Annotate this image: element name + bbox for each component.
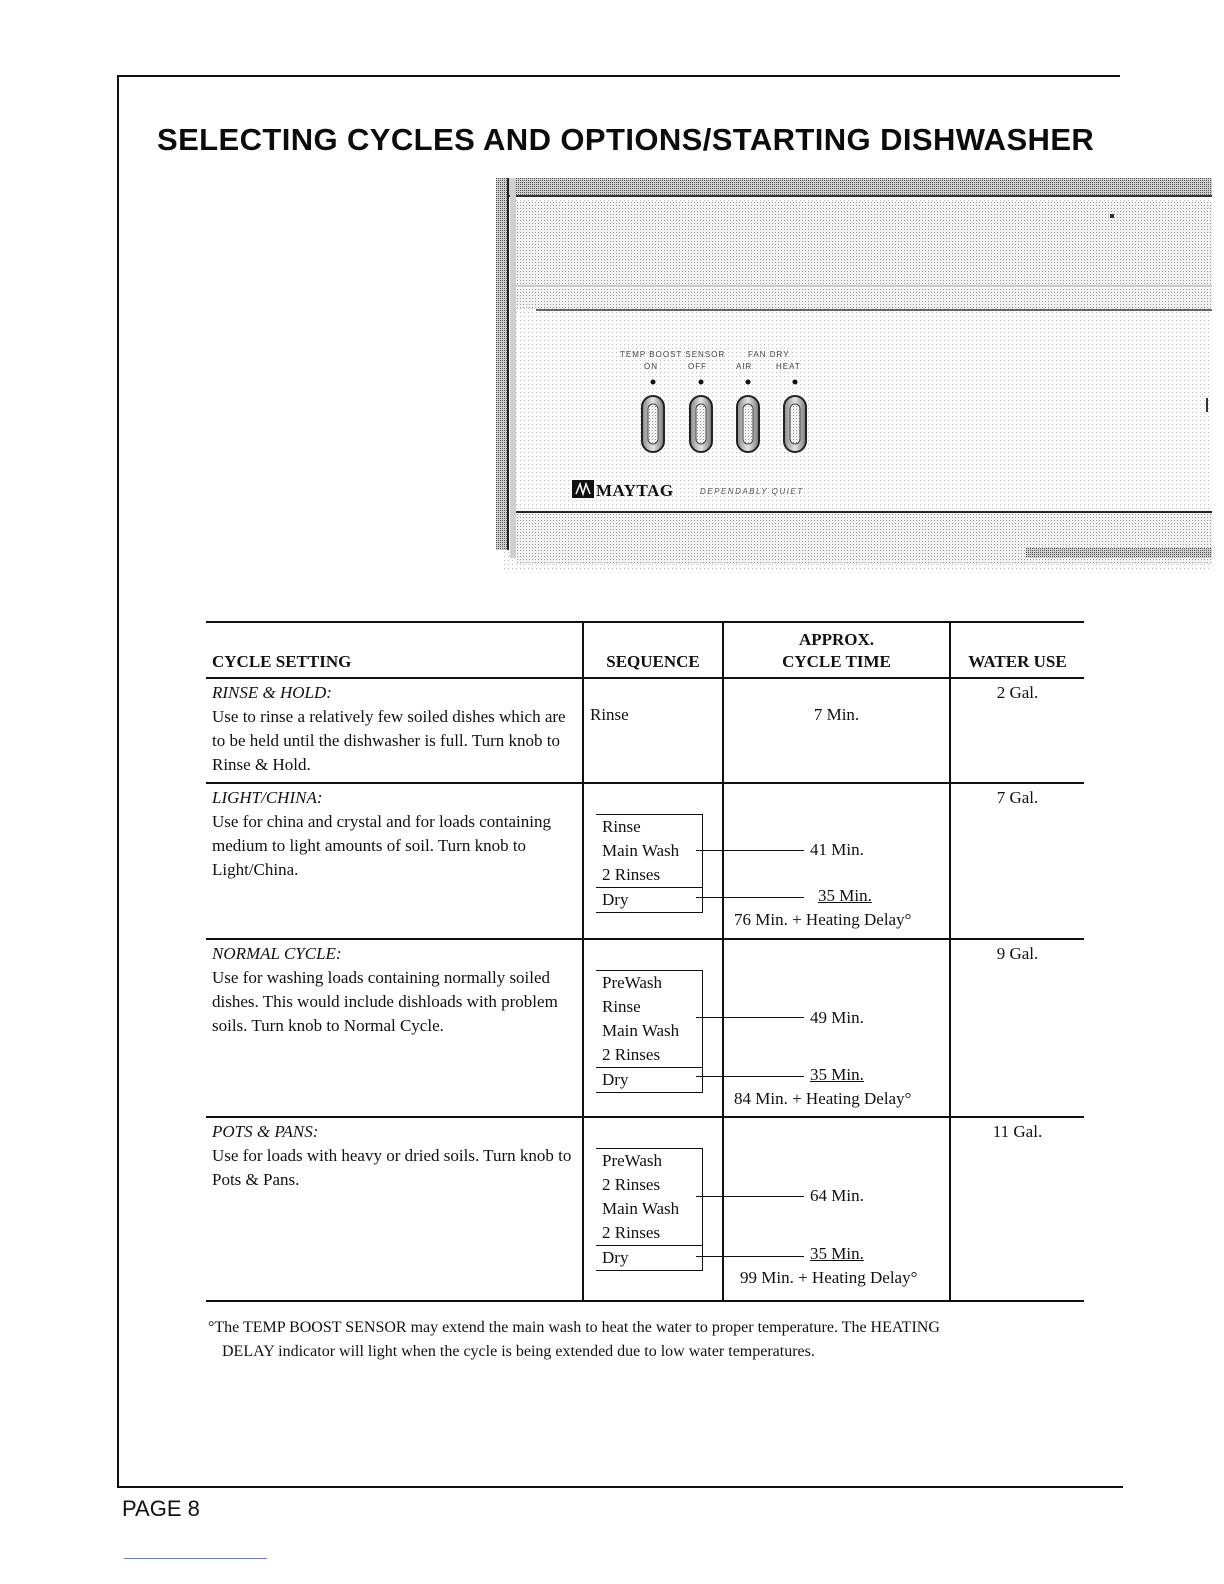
dry-bracket-line: [696, 897, 804, 898]
page-title: SELECTING CYCLES AND OPTIONS/STARTING DISHWASHER: [157, 122, 1095, 157]
wash-time: 49 Min.: [810, 1008, 864, 1027]
top-rule: [117, 75, 1120, 77]
dry-bracket-line: [696, 1256, 804, 1257]
table-row-rinse-hold: [206, 678, 1084, 783]
sequence-bracket: [596, 814, 703, 913]
sequence-item: Main Wash: [602, 1021, 680, 1040]
cycle-setting-cell: [206, 783, 583, 939]
dry-time: 35 Min.: [810, 1065, 864, 1084]
cycle-name: RINSE & HOLD:: [212, 683, 332, 702]
temp-boost-on-toggle: [642, 396, 664, 452]
footnote-line-1: °The TEMP BOOST SENSOR may extend the main wash to heat the water to proper temperature. The HEATING: [208, 1319, 940, 1336]
dry-time: 35 Min.: [818, 886, 872, 905]
sequence-item-dry: Dry: [596, 1067, 702, 1092]
toggle-state-label-off: OFF: [688, 362, 707, 371]
sequence-item-dry: Dry: [596, 1245, 702, 1270]
sequence-item: 2 Rinses: [602, 1045, 661, 1064]
wash-bracket-line: [696, 1196, 804, 1197]
sequence-cell: [583, 1117, 723, 1301]
cycle-description: Use for washing loads containing normally soiled dishes. This would include dishloads with problem soils. Turn knob to Normal Cycle.: [212, 968, 558, 1035]
water-use-cell: 7 Gal.: [996, 788, 1039, 807]
cycle-time-cell: [723, 939, 950, 1117]
page-number: PAGE 8: [122, 1496, 200, 1521]
sequence-item: Rinse: [602, 997, 641, 1016]
toggle-state-label-on: ON: [644, 362, 658, 371]
cycle-description: Use to rinse a relatively few soiled dishes which are to be held until the dishwasher is full. Turn knob to Rinse & Hold.: [212, 707, 566, 774]
header-water-use: WATER USE: [968, 652, 1067, 671]
header-cycle-time: [723, 622, 950, 678]
toggle-group-label-temp-boost: TEMP BOOST SENSOR: [620, 350, 726, 359]
water-use-cell: 11 Gal.: [992, 1122, 1043, 1141]
sequence-item: PreWash: [602, 1151, 663, 1170]
header-cycle-time-line1: APPROX.: [798, 630, 875, 649]
left-rule: [117, 75, 119, 1488]
brand-slogan: DEPENDABLY QUIET: [700, 487, 804, 496]
sequence-cell: [583, 678, 723, 783]
sequence-bracket: [596, 970, 703, 1093]
total-time: 84 Min. + Heating Delay°: [734, 1089, 912, 1108]
cycle-setting-cell: [206, 939, 583, 1117]
table-row-pots-pans: [206, 1117, 1084, 1301]
dry-time: 35 Min.: [810, 1244, 864, 1263]
wash-time: 64 Min.: [810, 1186, 864, 1205]
water-use-cell: 2 Gal.: [996, 683, 1039, 702]
bottom-rule: [117, 1486, 1123, 1488]
sequence-item: 2 Rinses: [602, 1175, 661, 1194]
toggle-state-label-heat: HEAT: [776, 362, 801, 371]
header-sequence: SEQUENCE: [583, 622, 723, 678]
sequence-item: 2 Rinses: [602, 1223, 661, 1242]
sequence-item: 2 Rinses: [602, 865, 661, 884]
cycle-time-cell: [723, 783, 950, 939]
sequence-item: Main Wash: [602, 1199, 680, 1218]
fan-dry-heat-toggle: [784, 396, 806, 452]
cycle-table: [206, 621, 1084, 1302]
sequence-item: Main Wash: [602, 841, 680, 860]
table-header-row: [206, 622, 1084, 678]
toggle-group-label-fan-dry: FAN DRY: [748, 350, 790, 359]
cycle-name: NORMAL CYCLE:: [212, 944, 342, 963]
cycle-setting-cell: [206, 1117, 583, 1301]
header-cycle-time-line2: CYCLE TIME: [782, 652, 891, 671]
cycle-time-cell: [723, 1117, 950, 1301]
dry-bracket-line: [696, 1076, 804, 1077]
cycle-name: POTS & PANS:: [212, 1122, 319, 1141]
maytag-logo: [572, 480, 674, 500]
footnote-line-2: DELAY indicator will light when the cycle is being extended due to low water temperatures.: [222, 1343, 815, 1360]
table-row-light-china: [206, 783, 1084, 939]
total-time: 99 Min. + Heating Delay°: [740, 1268, 918, 1287]
toggle-state-label-air: AIR: [736, 362, 753, 371]
footnote: [208, 1316, 1088, 1364]
cycle-description: Use for china and crystal and for loads containing medium to light amounts of soil. Turn knob to Light/China.: [212, 812, 551, 879]
sequence-bracket: [596, 1148, 703, 1271]
brand-name: MAYTAG: [596, 481, 674, 500]
control-panel-illustration: [496, 172, 1212, 570]
sequence-item: PreWash: [602, 973, 663, 992]
wash-bracket-line: [696, 850, 804, 851]
temp-boost-off-toggle: [690, 396, 712, 452]
cycle-name: LIGHT/CHINA:: [212, 788, 323, 807]
cycle-setting-cell: [206, 678, 583, 783]
sequence-item-dry: Dry: [596, 887, 702, 912]
control-panel-drawing: [496, 172, 1212, 570]
sequence-item: Rinse: [602, 817, 641, 836]
cycle-time-cell: 7 Min.: [723, 678, 950, 783]
cycle-description: Use for loads with heavy or dried soils. Turn knob to Pots & Pans.: [212, 1146, 572, 1189]
wash-time: 41 Min.: [810, 840, 864, 859]
bottom-link-underline: [124, 1558, 267, 1559]
sequence-cell: [583, 783, 723, 939]
fan-dry-air-toggle: [737, 396, 759, 452]
sequence-cell: [583, 939, 723, 1117]
water-use-cell: 9 Gal.: [996, 944, 1039, 963]
table-row-normal-cycle: [206, 939, 1084, 1117]
header-cycle-setting: CYCLE SETTING: [212, 652, 352, 671]
sequence-item: Rinse: [590, 705, 629, 724]
wash-bracket-line: [696, 1017, 804, 1018]
total-time: 76 Min. + Heating Delay°: [734, 910, 912, 929]
